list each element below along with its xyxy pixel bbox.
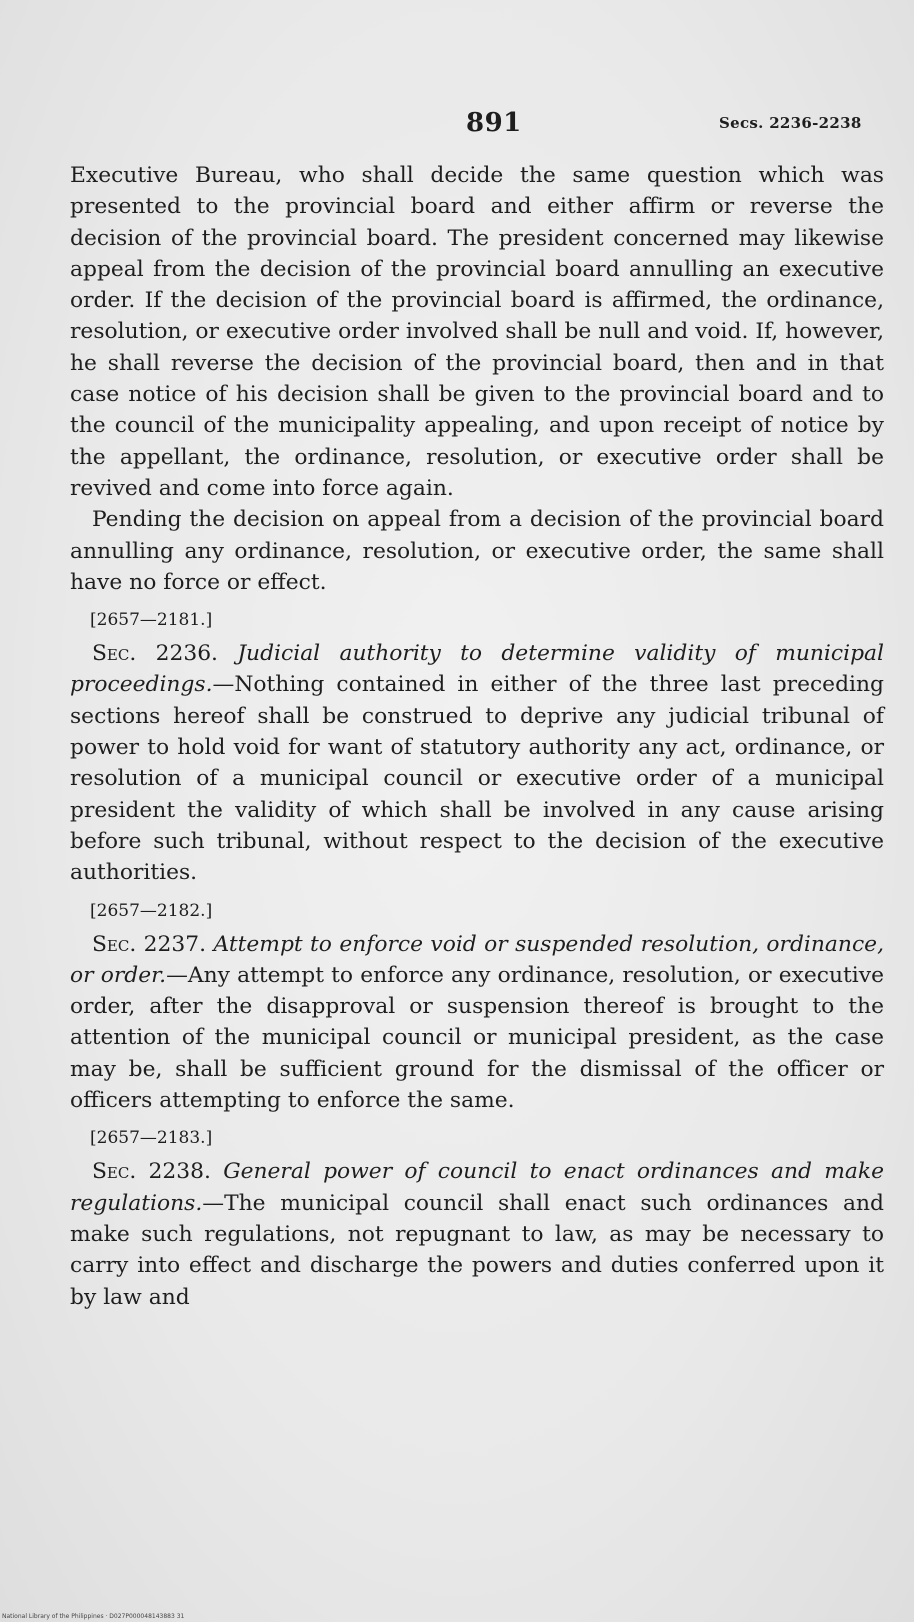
paragraph-pending-appeal: Pending the decision on appeal from a decision of the provincial board annulling any ordinance, resolution, or executive order, the same shall have no force or effect.: [70, 507, 884, 595]
section-title: Judicial authority to determine validity of municipal proceedings.: [70, 641, 885, 698]
body-text: [70, 160, 884, 1313]
section-title: General power of council to enact ordinances and make regulations.: [70, 1159, 884, 1216]
section-title: Attempt to enforce void or suspended resolution, ordinance, or order.: [70, 931, 885, 988]
section-body: —Nothing contained in either of the three last preceding sections hereof shall be construed to deprive any judicial tribunal of power to hold void for want of statutory authority any act, ordinance, or resolution of a municipal council or executive order of a municipal president the validity of which shall be involved in any cause arising before such tribunal, without respect to the decision of the executive authorities.: [70, 672, 884, 886]
paragraph-continuation: Executive Bureau, who shall decide the same question which was presented to the provincial board and either affirm or reverse the decision of the provincial board. The president concerned may likewise appeal from the decision of the provincial board annulling an executive order. If the decision of the provincial board is affirmed, the ordinance, resolution, or executive order involved shall be null and void. If, however, he shall reverse the decision of the provincial board, then and in that case notice of his decision shall be given to the provincial board and to the council of the municipality appealing, and upon receipt of notice by the appellant, the ordinance, resolution, or executive order shall be revived and come into force again.: [70, 163, 884, 501]
section-body: —Any attempt to enforce any ordinance, resolution, or executive order, after the disapproval or suspension thereof is brought to the attention of the municipal council or municipal president, as the case may be, shall be sufficient ground for the dismissal of the officer or officers attempting to enforce the same.: [70, 962, 884, 1114]
section-label: Sec. 2237.: [92, 931, 207, 957]
page-number: 891: [466, 108, 522, 138]
section-citation: [2657—2181.]: [90, 610, 213, 631]
section-2236: [70, 638, 884, 888]
section-citation: [2657—2183.]: [90, 1128, 213, 1149]
section-2238: [70, 1156, 884, 1312]
section-label: Sec. 2238.: [92, 1159, 211, 1185]
scan-footer: National Library of the Philippines · D027P000048143883 31: [2, 1613, 185, 1620]
section-2237: [70, 929, 884, 1117]
section-citation: [2657—2182.]: [90, 900, 213, 921]
section-body: —The municipal council shall enact such ordinances and make such regulations, not repugnant to law, as may be necessary to carry into effect and discharge the powers and duties conferred upon it by law and: [70, 1190, 884, 1310]
section-range-header: Secs. 2236-2238: [719, 114, 862, 132]
section-label: Sec. 2236.: [92, 641, 218, 667]
